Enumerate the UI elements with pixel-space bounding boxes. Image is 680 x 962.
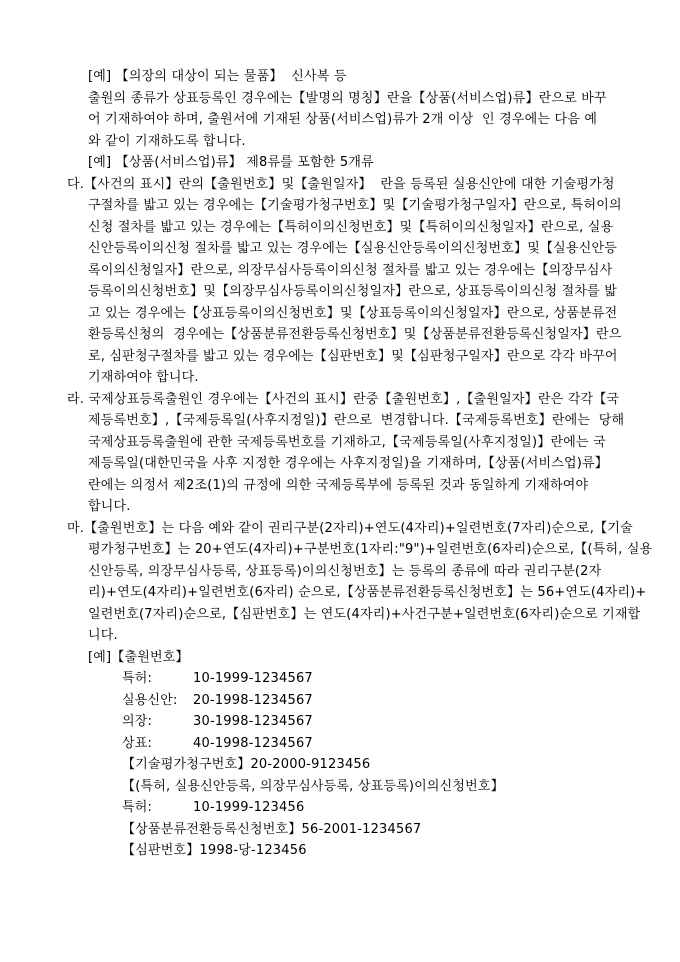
- example-row-label: 실용신안:: [122, 692, 178, 708]
- list-item-da-line: 신청 절차를 밟고 있는 경우에는【특허이의신청번호】및【특허이의신청일자】란으로, 실용: [88, 219, 614, 235]
- list-item-da-line: 록이의신청일자】란으로, 의장무심사등록이의신청 절차를 밟고 있는 경우에는【의장무심사: [88, 262, 613, 278]
- example-classification-conversion-line: 【상품분류전환등록신청번호】56-2001-1234567: [122, 821, 422, 837]
- example-row-label: 특허:: [122, 800, 153, 815]
- example-number-row: [0, 733, 680, 755]
- intro-text-line: 출원의 종류가 상표등록인 경우에는【발명의 명칭】란을【상품(서비스업)류】란으로 바꾸: [88, 90, 607, 106]
- example-number-row: [0, 711, 680, 733]
- list-item-ma-line: 일련번호(7자리)순으로,【심판번호】는 연도(4자리)+사건구분+일련번호(6자리)순으로 기재합: [88, 606, 641, 622]
- list-item-ma-line: 평가청구번호】는 20+연도(4자리)+구분번호(1자리:"9")+일련번호(6자리)순으로,【(특허, 실용: [88, 542, 653, 557]
- example-row-value: 30-1998-1234567: [193, 714, 313, 729]
- list-item-ra-marker: 라.: [67, 391, 85, 407]
- example-row-label: 특허:: [122, 671, 153, 686]
- list-item-ma-line: 리)+연도(4자리)+일련번호(6자리) 순으로,【상품분류전환등록신청번호】는 56+연도(4자리)+: [88, 585, 647, 600]
- example-number-row: [0, 690, 680, 712]
- list-item-da-line: 로, 심판청구절차를 밟고 있는 경우에는【심판번호】및【심판청구일자】란으로 각각 바꾸어: [88, 348, 618, 364]
- examples-heading: [예]【출원번호】: [88, 649, 189, 665]
- list-item-da-line: 고 있는 경우에는【상표등록이의신청번호】및【상표등록이의신청일자】란으로, 상품분류전: [88, 305, 618, 321]
- example-trial-number-line: 【심판번호】1998-당-123456: [122, 843, 307, 858]
- list-item-da-line: 환등록신청의 경우에는【상품분류전환등록신청번호】및【상품분류전환등록신청일자】란으: [88, 327, 622, 342]
- list-item-da-line: 기재하여야 합니다.: [88, 370, 199, 385]
- example-row-value: 40-1998-1234567: [193, 735, 313, 751]
- example-row-label: 의장:: [122, 714, 153, 729]
- example-row-value: 20-1998-1234567: [193, 692, 313, 708]
- list-item-ra-line: 란에는 의정서 제2조(1)의 규정에 의한 국제등록부에 등록된 것과 동일하게 기재하여야: [88, 477, 589, 493]
- list-item-ma-text: 【출원번호】는 다음 예와 같이 권리구분(2자리)+연도(4자리)+일련번호(7자리)순으로,【기술: [84, 520, 633, 536]
- intro-text-line: 어 기재하여야 하며, 출원서에 기재된 상품(서비스업)류가 2개 이상 인 경우에는 다음 예: [88, 112, 598, 127]
- list-item-da-marker: 다.: [67, 176, 85, 192]
- example-tech-eval-request-line: 【기술평가청구번호】20-2000-9123456: [122, 757, 371, 772]
- intro-text-line: 와 같이 기재하도록 합니다.: [88, 133, 246, 149]
- list-item-ma-line: 니다.: [88, 628, 118, 643]
- example-objection-row: [0, 797, 680, 819]
- intro-example-line: [예] 【의장의 대상이 되는 물품】 신사복 등: [88, 69, 347, 84]
- list-item-ma-first-line: [0, 518, 680, 540]
- list-item-ra-text: 국제상표등록출원인 경우에는【사건의 표시】란중【출원번호】,【출원일자】란은 각각【국: [84, 391, 620, 407]
- list-item-ma-line: 신안등록, 의장무심사등록, 상표등록)이의신청번호】는 등록의 종류에 따라 권리구분(2자: [88, 563, 602, 579]
- example-objection-heading-line: 【(특허, 실용신안등록, 의장무심사등록, 상표등록)이의신청번호】: [122, 778, 504, 794]
- list-item-da-line: 신안등록이의신청 절차를 밟고 있는 경우에는【실용신안등록이의신청번호】및【실용신안등: [88, 241, 617, 256]
- list-item-ra-line: 합니다.: [88, 499, 131, 514]
- list-item-da-line: 구절차를 밟고 있는 경우에는【기술평가청구번호】및【기술평가청구일자】란으로, 특허이의: [88, 198, 622, 213]
- list-item-ma-marker: 마.: [67, 520, 85, 536]
- list-item-ra-line: 국제상표등록출원에 관한 국제등록번호를 기재하고,【국제등록일(사후지정일)】란에는 국: [88, 434, 606, 450]
- list-item-da-line: 등록이의신청번호】및【의장무심사등록이의신청일자】란으로, 상표등록이의신청 절차를 밟: [88, 284, 617, 299]
- list-item-da-first-line: [0, 174, 680, 196]
- example-row-label: 상표:: [122, 735, 153, 751]
- list-item-da-text: 【사건의 표시】란의【출원번호】및【출원일자】 란을 등록된 실용신안에 대한 기술평가청: [84, 176, 615, 192]
- list-item-ra-first-line: [0, 389, 680, 411]
- example-row-value: 10-1999-123456: [193, 800, 305, 815]
- intro-example-line: [예] 【상품(서비스업)류】 제8류를 포함한 5개류: [88, 155, 374, 170]
- example-row-value: 10-1999-1234567: [193, 671, 313, 686]
- list-item-ra-line: 제등록번호】,【국제등록일(사후지정일)】란으로 변경합니다.【국제등록번호】란에는 당해: [88, 413, 625, 428]
- example-number-row: [0, 668, 680, 690]
- list-item-ra-line: 제등록일(대한민국을 사후 지정한 경우에는 사후지정일)을 기재하며,【상품(서비스업)류】: [88, 456, 609, 471]
